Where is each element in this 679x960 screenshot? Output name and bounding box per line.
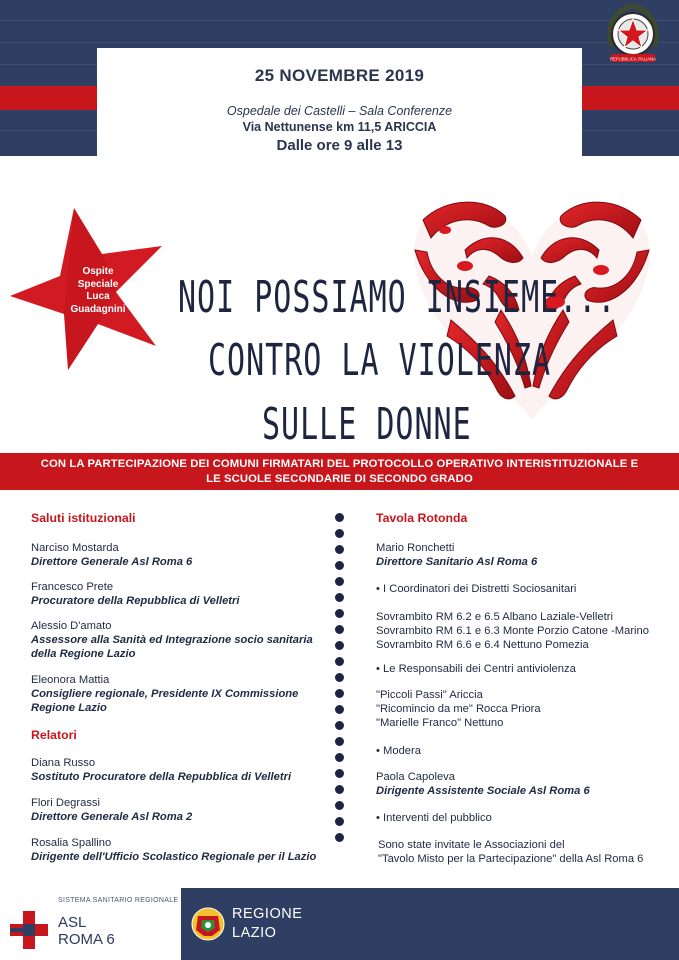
speaker-role: Dirigente dell'Ufficio Scolastico Regionale per il Lazio <box>31 851 317 863</box>
divider-dot <box>335 769 344 778</box>
divider-dot <box>335 705 344 714</box>
asl-cross-logo-icon <box>10 911 48 949</box>
list-item: Sovrambito RM 6.2 e 6.5 Albano Laziale-Velletri <box>376 611 613 623</box>
speaker-role: Dirigente Assistente Sociale Asl Roma 6 <box>376 785 590 797</box>
speaker-entry <box>31 580 239 608</box>
list-item: "Piccoli Passi" Ariccia <box>376 689 483 701</box>
speaker-name: Francesco Prete <box>31 581 114 593</box>
divider-dot <box>335 577 344 586</box>
speaker-entry <box>31 836 316 864</box>
speaker-role: Direttore Generale Asl Roma 6 <box>31 556 193 568</box>
speaker-role: Direttore Generale Asl Roma 2 <box>31 811 193 823</box>
program-right-column <box>376 511 676 871</box>
divider-dot <box>335 593 344 602</box>
program-left-column <box>31 511 331 871</box>
speaker-role: Assessore alla Sanità ed Integrazione socio sanitaria <box>31 634 313 646</box>
campaign-title-line-3: SULLE DONNE <box>262 400 472 451</box>
regione-lazio-text: REGIONE LAZIO <box>232 906 303 941</box>
divider-dot <box>335 721 344 730</box>
speaker-name: Rosalia Spallino <box>31 837 112 849</box>
column-divider <box>335 513 345 853</box>
section-title-relatori: Relatori <box>31 728 77 742</box>
header-stripe <box>0 20 679 21</box>
divider-dot <box>335 753 344 762</box>
list-item: Sovrambito RM 6.1 e 6.3 Monte Porzio Catone -Marino <box>376 625 649 637</box>
coordinators-item: • I Coordinatori dei Distretti Sociosanitari <box>376 583 577 595</box>
divider-dot <box>335 513 344 522</box>
speaker-entry <box>31 796 192 824</box>
divider-dot <box>335 545 344 554</box>
list-item: Sovrambito RM 6.6 e 6.4 Nettuno Pomezia <box>376 639 589 651</box>
divider-dot <box>335 657 344 666</box>
asl-logo-text: ASL ROMA 6 <box>58 914 115 948</box>
divider-dot <box>335 689 344 698</box>
speaker-entry <box>376 541 537 569</box>
participation-banner <box>0 453 679 490</box>
banner-line-2: LE SCUOLE SECONDARIE DI SECONDO GRADO <box>206 473 473 485</box>
emblem-caption: REPUBBLICA ITALIANA <box>610 56 656 62</box>
divider-dot <box>335 801 344 810</box>
section-title-saluti: Saluti istituzionali <box>31 511 136 525</box>
asl-system-label: SISTEMA SANITARIO REGIONALE <box>58 897 179 904</box>
public-interventions-item: • Interventi del pubblico <box>376 812 492 824</box>
divider-dot <box>335 833 344 842</box>
centri-list <box>376 688 541 730</box>
speaker-entry <box>376 770 590 798</box>
banner-line-1: CON LA PARTECIPAZIONE DEI COMUNI FIRMATARI DEL PROTOCOLLO OPERATIVO INTERISTITUZIONALE E <box>40 458 639 470</box>
republic-emblem-icon <box>603 2 663 68</box>
divider-dot <box>335 673 344 682</box>
speaker-name: Paola Capoleva <box>376 771 455 783</box>
campaign-title-line-1: NOI POSSIAMO INSIEME... <box>178 273 617 324</box>
event-address: Via Nettunense km 11,5 ARICCIA <box>242 120 437 134</box>
speaker-name: Narciso Mostarda <box>31 542 119 554</box>
speaker-entry <box>31 619 313 661</box>
divider-dot <box>335 817 344 826</box>
antiviolence-heads-item: • Le Responsabili dei Centri antiviolenza <box>376 663 576 675</box>
modera-item: • Modera <box>376 745 421 757</box>
divider-dot <box>335 625 344 634</box>
event-venue: Ospedale dei Castelli – Sala Conferenze <box>226 104 453 118</box>
sovrambiti-list <box>376 610 649 652</box>
divider-dot <box>335 785 344 794</box>
divider-dot <box>335 641 344 650</box>
speaker-entry <box>31 541 192 569</box>
regione-lazio-logo-icon <box>190 906 226 942</box>
speaker-role: Procuratore della Repubblica di Velletri <box>31 595 240 607</box>
divider-dot <box>335 561 344 570</box>
section-title-tavola-rotonda: Tavola Rotonda <box>376 511 468 525</box>
divider-dot <box>335 529 344 538</box>
speaker-role: Direttore Sanitario Asl Roma 6 <box>376 556 538 568</box>
speaker-role: Consigliere regionale, Presidente IX Commissione <box>31 688 299 700</box>
list-item: "Marielle Franco" Nettuno <box>376 717 504 729</box>
speaker-role: Regione Lazio <box>31 702 107 714</box>
campaign-title-line-2: CONTRO LA VIOLENZA <box>208 336 552 387</box>
speaker-name: Alessio D'amato <box>31 620 112 632</box>
speaker-role: della Regione Lazio <box>31 648 136 660</box>
speaker-name: Diana Russo <box>31 757 96 769</box>
speaker-name: Mario Ronchetti <box>376 542 455 554</box>
divider-dot <box>335 609 344 618</box>
speaker-name: Flori Degrassi <box>31 797 101 809</box>
speaker-entry <box>31 756 291 784</box>
speaker-role: Sostituto Procuratore della Repubblica di Velletri <box>31 771 292 783</box>
event-info-card <box>97 48 582 156</box>
divider-dot <box>335 737 344 746</box>
speaker-name: Eleonora Mattia <box>31 674 110 686</box>
speaker-entry <box>31 673 298 715</box>
list-item: "Ricomincio da me" Rocca Priora <box>376 703 541 715</box>
event-date: 25 NOVEMBRE 2019 <box>254 66 425 85</box>
special-guest-label: Ospite Speciale Luca Guadagnini <box>70 266 126 315</box>
invited-associations-note: Sono state invitate le Associazioni del "Tavolo Misto per la Partecipazione" della Asl Roma 6 <box>378 839 644 865</box>
event-time: Dalle ore 9 alle 13 <box>276 137 403 154</box>
header-stripe <box>0 42 679 43</box>
